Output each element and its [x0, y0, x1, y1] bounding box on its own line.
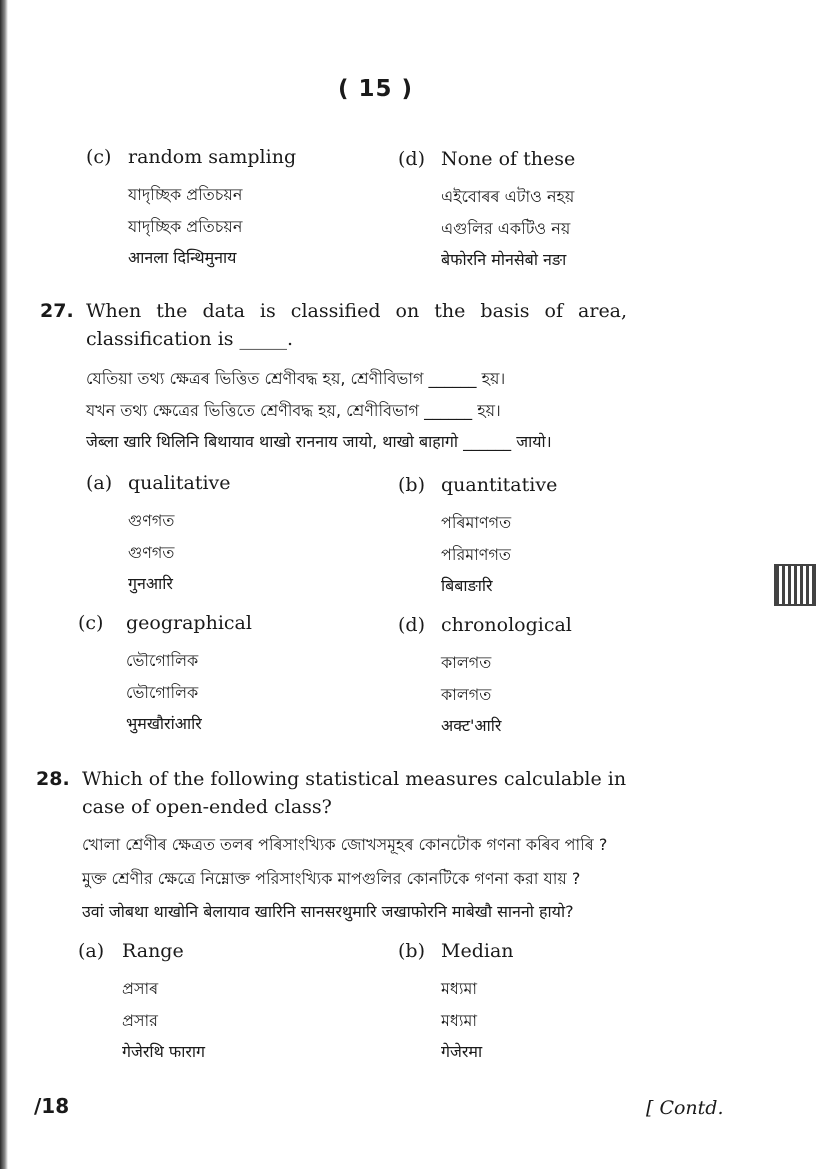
question-text-line1: When the data is classified on the basis of area,	[86, 300, 628, 322]
option-assamese: প্ৰসাৰ	[122, 979, 159, 998]
question-number: 27.	[40, 300, 74, 322]
option-english: qualitative	[128, 472, 231, 494]
option-bodo: अक्ट'आरि	[441, 716, 502, 735]
option-assamese: মধ্যমা	[441, 979, 478, 998]
option-letter: (a)	[78, 940, 105, 962]
question-assamese: খোলা শ্ৰেণীৰ ক্ষেত্ৰত তলৰ পৰিসাংখ্যিক জোখসমূহৰ কোনটোক গণনা কৰিব পাৰি ?	[82, 835, 608, 854]
option-bengali: গুণগত	[128, 543, 175, 562]
option-letter: (b)	[398, 474, 425, 496]
option-english: None of these	[441, 148, 576, 170]
option-bengali: যাদৃচ্ছিক প্রতিচয়ন	[128, 217, 243, 236]
question-number: 28.	[36, 768, 70, 790]
question-text-line2: case of open-ended class?	[82, 796, 332, 818]
option-assamese: পৰিমাণগত	[441, 513, 512, 532]
page-number: ( 15 )	[338, 76, 414, 102]
option-bodo: गेजेरमा	[441, 1042, 483, 1061]
option-bengali: প্রসার	[122, 1011, 158, 1030]
qr-code-icon	[776, 566, 814, 604]
option-bodo: बेफोरनि मोनसेबो नङा	[441, 250, 567, 269]
option-english: Range	[122, 940, 184, 962]
question-bengali: যখন তথ্য ক্ষেত্রের ভিত্তিতে শ্রেণীবদ্ধ হয়, শ্রেণীবিভাগ ______ হয়।	[86, 401, 501, 420]
option-letter: (d)	[398, 614, 425, 636]
footer-contd: [ Contd.	[646, 1097, 724, 1119]
question-bodo: जेब्ला खारि थिलिनि बिथायाव थाखो राननाय जायो, थाखो बाहागो ______ जायो।	[86, 432, 552, 451]
option-bengali: এগুলির একটিও নয়	[441, 219, 571, 238]
option-assamese: যাদৃচ্ছিক প্ৰতিচয়ন	[128, 185, 243, 204]
option-bodo: गुनआरि	[128, 574, 173, 593]
page-edge-shadow	[0, 0, 8, 1169]
option-english: chronological	[441, 614, 572, 636]
option-assamese: এইবোৰৰ এটাও নহয়	[441, 187, 575, 206]
option-assamese: কালগত	[441, 653, 492, 672]
option-bodo: आनला दिन्थिमुनाय	[128, 248, 237, 267]
option-bengali: পরিমাণগত	[441, 545, 511, 564]
question-bodo: उवां जोबथा थाखोनि बेलायाव खारिनि सानसरथुमारि जखाफोरनि माबेखौ साननो हायो?	[82, 902, 574, 921]
option-english: Median	[441, 940, 514, 962]
option-assamese: গুণগত	[128, 511, 175, 530]
option-letter: (a)	[86, 472, 113, 494]
option-english: quantitative	[441, 474, 558, 496]
option-bodo: गेजेरथि फाराग	[122, 1042, 206, 1061]
option-bengali: কালগত	[441, 685, 492, 704]
option-letter: (c)	[86, 146, 112, 168]
option-english: random sampling	[128, 146, 297, 168]
question-text-line2: classification is _____.	[86, 328, 294, 350]
option-assamese: ভৌগোলিক	[126, 651, 199, 670]
option-letter: (c)	[78, 612, 104, 634]
option-english: geographical	[126, 612, 252, 634]
option-letter: (b)	[398, 940, 425, 962]
option-letter: (d)	[398, 148, 425, 170]
question-text-line1: Which of the following statistical measures calculable in	[82, 768, 627, 790]
question-assamese: যেতিয়া তথ্য ক্ষেত্ৰৰ ভিত্তিত শ্ৰেণীবদ্ধ হয়, শ্ৰেণীবিভাগ ______ হয়।	[86, 369, 506, 388]
option-bengali: মধ্যমা	[441, 1011, 478, 1030]
question-bengali: মুক্ত শ্রেণীর ক্ষেত্রে নিম্নোক্ত পরিসাংখ্যিক মাপগুলির কোনটিকে গণনা করা যায় ?	[82, 869, 581, 888]
option-bengali: ভৌগোলিক	[126, 683, 199, 702]
option-bodo: भुमखौरांआरि	[126, 714, 202, 733]
option-bodo: बिबाङारि	[441, 576, 493, 595]
footer-code: /18	[34, 1094, 70, 1118]
